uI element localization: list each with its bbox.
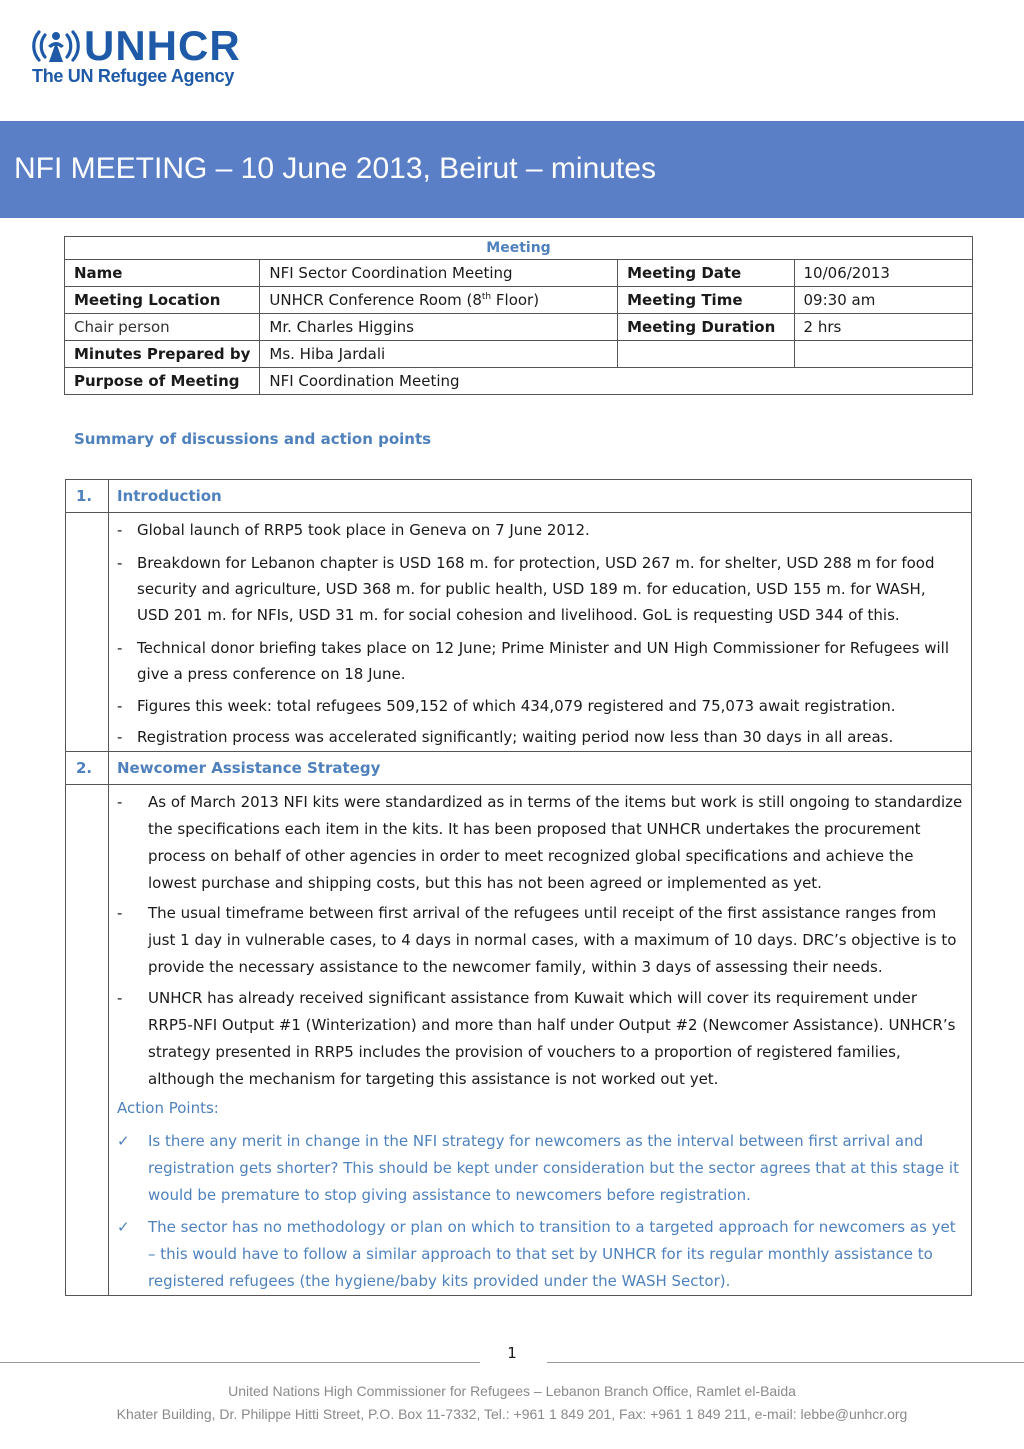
date-label: Meeting Date [618,260,794,287]
table-header-row [65,237,973,260]
section-number: 1. [76,487,93,505]
section-title: Newcomer Assistance Strategy [117,759,381,777]
chair-value: Mr. Charles Higgins [260,314,618,341]
duration-label: Meeting Duration [618,314,794,341]
table-row [65,368,973,395]
page-number: 1 [507,1344,517,1362]
action-point-item: ✓ The sector has no methodology or plan on which to transition to a targeted approach for newcomers as yet – this would have to follow a similar approach to that set by UNHCR for its regular monthly assistance to registered refugees (the hygiene/baby kits provided under the WASH Sector). [117,1214,965,1295]
action-points-label: Action Points: [117,1099,219,1117]
table-row [65,314,973,341]
duration-value: 2 hrs [794,314,972,341]
location-value-post: Floor) [491,291,540,309]
table-row [65,341,973,368]
location-value-pre: UNHCR Conference Room (8 [269,291,482,309]
footer-divider [0,1362,480,1363]
section-title: Introduction [117,487,222,505]
column-divider [108,480,109,1295]
chair-label: Chair person [65,314,260,341]
action-point-item: ✓ Is there any merit in change in the NFI strategy for newcomers as the interval between first arrival and registration gets shorter? This should be kept under consideration but the sector agrees that at this stage it would be premature to stop giving assistance to newcomers before registration. [117,1128,965,1209]
empty-cell [794,341,972,368]
list-item: - Technical donor briefing takes place on 12 June; Prime Minister and UN High Commissioner for Refugees will give a press conference on 18 June. [117,639,949,683]
time-value: 09:30 am [794,287,972,314]
location-value [260,287,618,314]
list-item: - Registration process was accelerated significantly; waiting period now less than 30 days in all areas. [117,728,894,746]
list-item: - UNHCR has already received significant assistance from Kuwait which will cover its requirement under RRP5-NFI Output #1 (Winterization) and more than half under Output #2 (Newcomer Assistance). UNHCR’s strategy presented in RRP5 includes the provision of vouchers to a proportion of registered families, although the mechanism for targeting this assistance is not worked out yet. [117,989,956,1088]
footer-divider [547,1362,1024,1363]
footer-contact-line: Khater Building, Dr. Philippe Hitti Street, P.O. Box 11-7332, Tel.: +961 1 849 201, Fax: +961 1 849 211, e-mail: lebbe@unhcr.org [116,1406,908,1422]
minutes-value: Ms. Hiba Jardali [260,341,618,368]
summary-heading: Summary of discussions and action points [74,430,432,448]
list-item: - Breakdown for Lebanon chapter is USD 168 m. for protection, USD 267 m. for shelter, USD 288 m for food security and agriculture, USD 368 m. for public health, USD 189 m. for education, USD 155 m. for WASH, USD 201 m. for NFIs, USD 31 m. for social cohesion and livelihood. GoL is requesting USD 344 of this. [117,554,935,624]
row-divider [66,784,971,785]
list-item: - Figures this week: total refugees 509,152 of which 434,079 registered and 75,073 await registration. [117,697,896,715]
purpose-label: Purpose of Meeting [65,368,260,395]
table-row [65,287,973,314]
page-title: NFI MEETING – 10 June 2013, Beirut – minutes [14,152,656,185]
table-row [65,260,973,287]
name-value: NFI Sector Coordination Meeting [260,260,618,287]
footer-address-line: United Nations High Commissioner for Refugees – Lebanon Branch Office, Ramlet el-Baida [228,1383,796,1399]
list-item: - Global launch of RRP5 took place in Geneva on 7 June 2012. [117,521,590,539]
unhcr-logo [30,22,241,87]
unhcr-emblem-icon [30,26,82,66]
location-label: Meeting Location [65,287,260,314]
location-value-sup: th [481,292,492,302]
checkmark-icon: ✓ [117,1218,130,1236]
list-item: - As of March 2013 NFI kits were standardized as in terms of the items but work is still ongoing to standardize the specifications each item in the kits. It has been proposed that UNHCR undertakes the procurement process on behalf of other agencies in order to meet recognized global specifications and achieve the lowest purchase and shipping costs, but this has not been agreed or implemented as yet. [117,793,963,892]
date-value: 10/06/2013 [794,260,972,287]
table-heading: Meeting [65,237,973,260]
brand-tagline: The UN Refugee Agency [32,66,235,86]
brand-name: UNHCR [84,22,241,69]
time-label: Meeting Time [618,287,794,314]
meeting-info-table [64,236,973,395]
empty-cell [618,341,794,368]
discussion-table [65,479,972,1296]
minutes-label: Minutes Prepared by [65,341,260,368]
list-item: - The usual timeframe between first arrival of the refugees until receipt of the first assistance ranges from just 1 day in vulnerable cases, to 4 days in normal cases, with a maximum of 10 days. DRC’s objective is to provide the necessary assistance to the newcomer family, within 3 days of assessing their needs. [117,904,957,976]
section-number: 2. [76,759,93,777]
row-divider [66,512,971,513]
purpose-value: NFI Coordination Meeting [260,368,973,395]
row-divider [66,751,971,752]
name-label: Name [65,260,260,287]
checkmark-icon: ✓ [117,1132,130,1150]
